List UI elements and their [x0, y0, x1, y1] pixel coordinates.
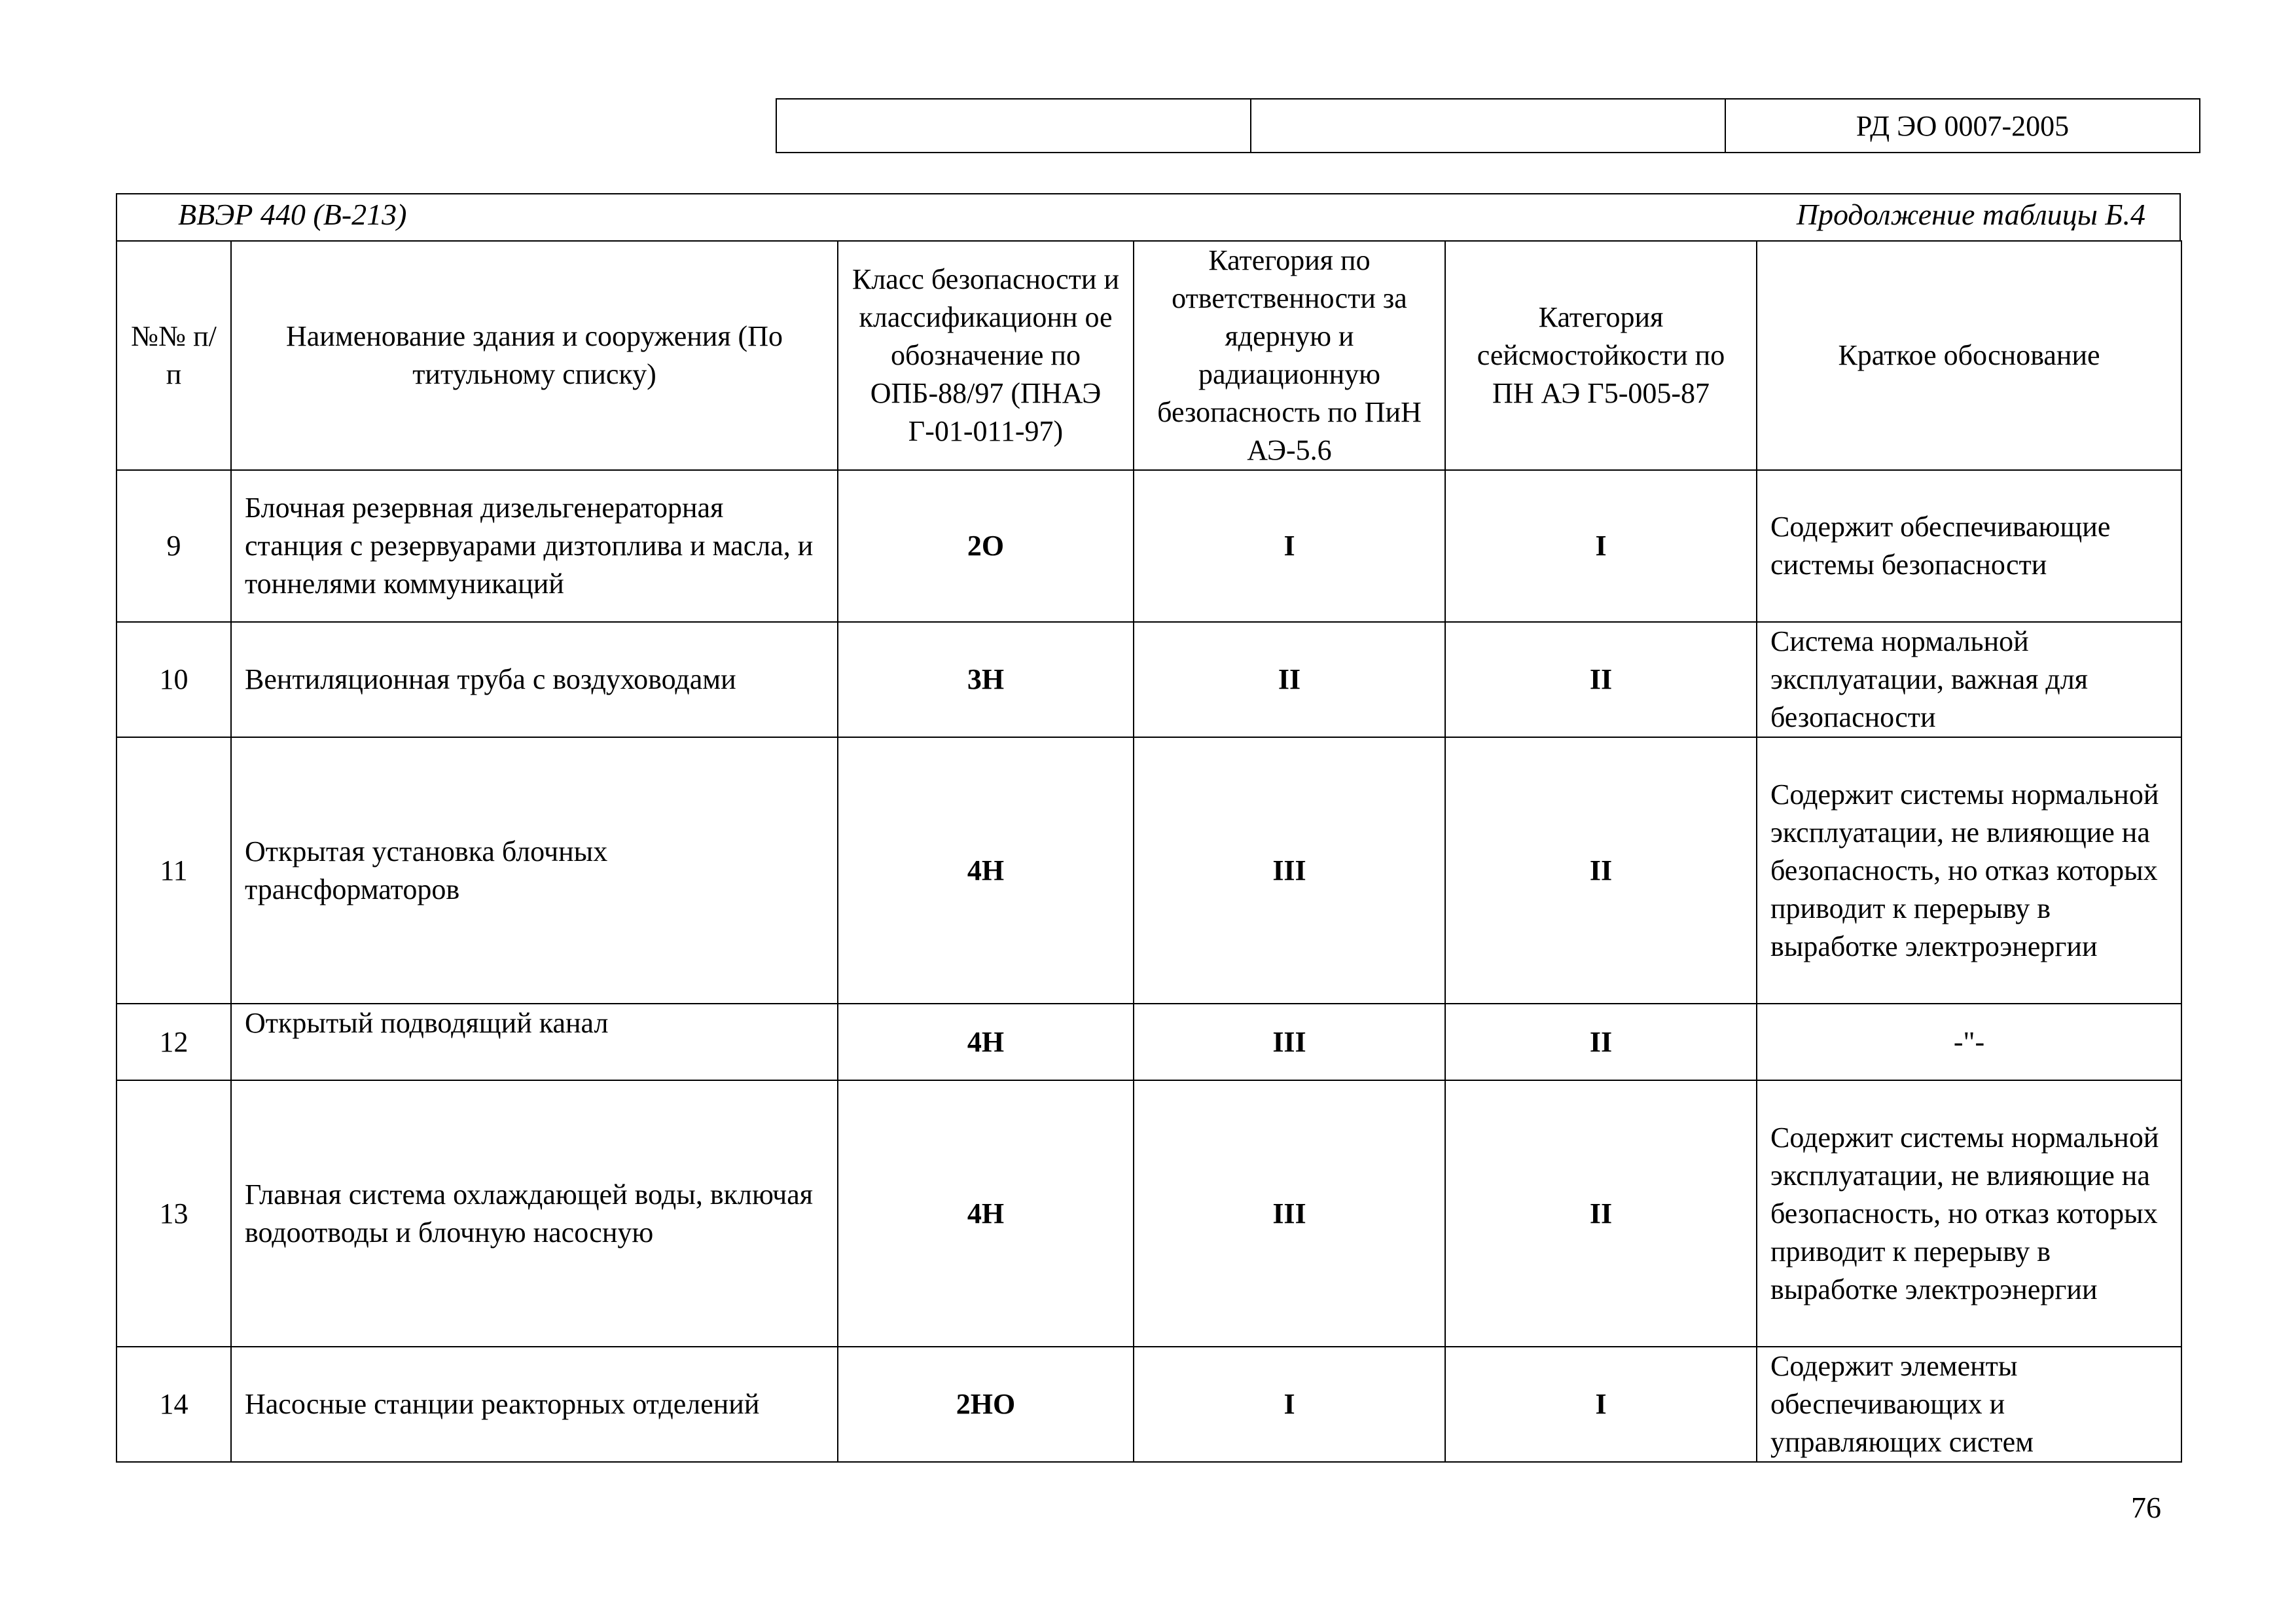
row-number: 10	[117, 622, 231, 737]
row-responsibility-category: III	[1134, 1004, 1445, 1080]
row-safety-class: 4Н	[838, 737, 1134, 1004]
row-number: 14	[117, 1347, 231, 1462]
row-safety-class: 2НО	[838, 1347, 1134, 1462]
row-responsibility-category: III	[1134, 737, 1445, 1004]
table-row	[117, 470, 2181, 622]
row-seismic-category: II	[1445, 737, 1757, 1004]
reactor-type: ВВЭР 440 (В-213)	[178, 198, 407, 231]
row-justification: -"-	[1757, 1004, 2181, 1080]
table-row	[117, 737, 2181, 1004]
table-row	[117, 1347, 2181, 1462]
row-responsibility-category: I	[1134, 1347, 1445, 1462]
col-header-justification: Краткое обоснование	[1757, 241, 2181, 470]
row-name: Насосные станции реакторных отделений	[231, 1347, 838, 1462]
table-row	[117, 1080, 2181, 1347]
row-safety-class: 4Н	[838, 1004, 1134, 1080]
row-seismic-category: II	[1445, 622, 1757, 737]
col-header-name: Наименование здания и сооружения (По титульному списку)	[231, 241, 838, 470]
stamp-cell-1	[776, 99, 1251, 153]
row-seismic-category: I	[1445, 1347, 1757, 1462]
row-number: 13	[117, 1080, 231, 1347]
stamp-cell-2	[1251, 99, 1725, 153]
table-header-row	[117, 241, 2181, 470]
row-name: Открытый подводящий канал	[231, 1004, 838, 1080]
row-justification: Система нормальной эксплуатации, важная для безопасности	[1757, 622, 2181, 737]
table-row	[117, 1004, 2181, 1080]
row-name: Блочная резервная дизельгенераторная станция с резервуарами дизтоплива и масла, и тоннелями коммуникаций	[231, 470, 838, 622]
table-continuation: Продолжение таблицы Б.4	[1796, 198, 2145, 231]
row-responsibility-category: III	[1134, 1080, 1445, 1347]
row-number: 9	[117, 470, 231, 622]
row-responsibility-category: I	[1134, 470, 1445, 622]
row-name: Вентиляционная труба с воздуховодами	[231, 622, 838, 737]
document-code: РД ЭО 0007-2005	[1725, 99, 2200, 153]
row-name: Главная система охлаждающей воды, включая водоотводы и блочную насосную	[231, 1080, 838, 1347]
row-justification: Содержит обеспечивающие системы безопасности	[1757, 470, 2181, 622]
classification-table	[116, 240, 2182, 1463]
table-row	[117, 622, 2181, 737]
row-justification: Содержит системы нормальной эксплуатации, не влияющие на безопасность, но отказ которых приводит к перерыву в выработке электроэнергии	[1757, 737, 2181, 1004]
col-header-responsibility-category: Категория по ответственности за ядерную и радиационную безопасность по ПиН АЭ-5.6	[1134, 241, 1445, 470]
table-caption	[116, 193, 2181, 240]
col-header-safety-class: Класс безопасности и классификационн ое обозначение по ОПБ-88/97 (ПНАЭ Г-01-011-97)	[838, 241, 1134, 470]
row-seismic-category: II	[1445, 1004, 1757, 1080]
page-number: 76	[2131, 1491, 2161, 1524]
row-number: 11	[117, 737, 231, 1004]
col-header-seismic-category: Категория сейсмостойкости по ПН АЭ Г5-005-87	[1445, 241, 1757, 470]
row-seismic-category: II	[1445, 1080, 1757, 1347]
row-safety-class: 4Н	[838, 1080, 1134, 1347]
row-safety-class: 3Н	[838, 622, 1134, 737]
row-justification: Содержит системы нормальной эксплуатации, не влияющие на безопасность, но отказ которых приводит к перерыву в выработке электроэнергии	[1757, 1080, 2181, 1347]
row-number: 12	[117, 1004, 231, 1080]
row-justification: Содержит элементы обеспечивающих и управляющих систем	[1757, 1347, 2181, 1462]
row-safety-class: 2О	[838, 470, 1134, 622]
row-name: Открытая установка блочных трансформаторов	[231, 737, 838, 1004]
row-responsibility-category: II	[1134, 622, 1445, 737]
document-stamp	[776, 98, 2200, 153]
col-header-number: №№ п/п	[117, 241, 231, 470]
row-seismic-category: I	[1445, 470, 1757, 622]
